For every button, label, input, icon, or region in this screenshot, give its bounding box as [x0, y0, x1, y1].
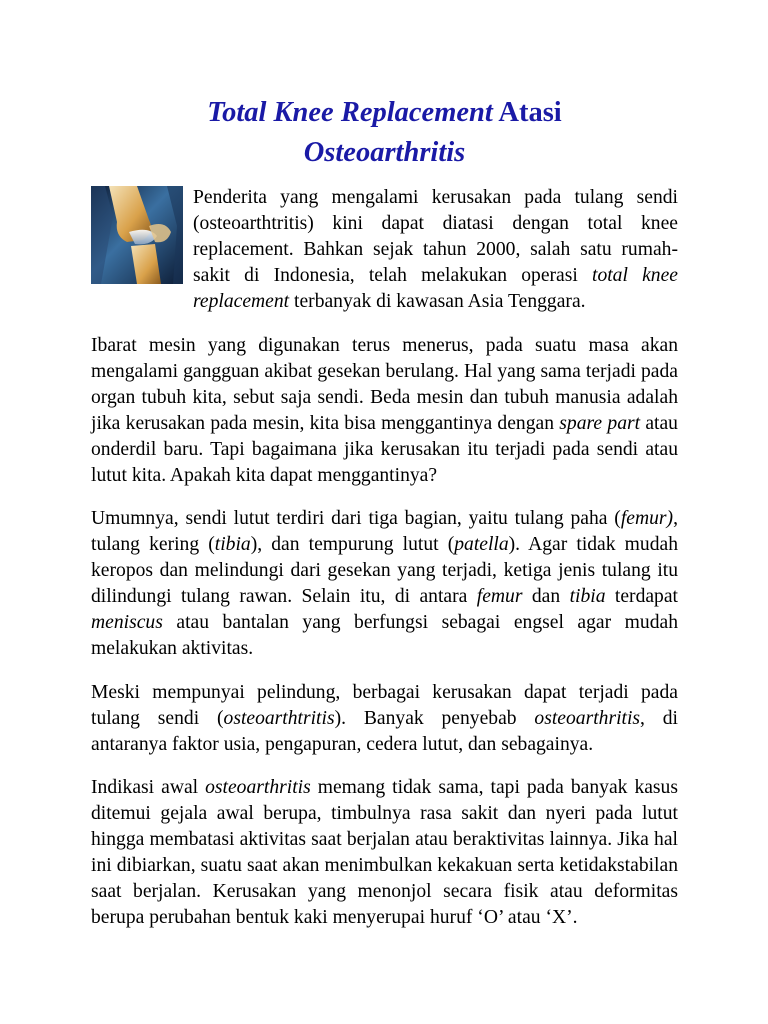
p4-italic-2: osteoarthritis	[534, 707, 641, 729]
p1-italic-1: total knee replacement	[193, 265, 678, 312]
p4-text-1: Meski mempunyai pelindung, berbagai kerusakan dapat terjadi pada tulang sendi (	[91, 681, 678, 729]
paragraph-3	[91, 506, 678, 662]
p2-text-1: Ibarat mesin yang digunakan terus menerus, pada suatu masa akan mengalami gangguan akibat gesekan berulang. Hal yang sama terjadi pada organ tubuh kita, sebut saja sendi. Beda mesin dan tubuh manusia adalah jika kerusakan pada mesin, kita bisa menggantinya dengan	[91, 334, 678, 434]
p3-italic-4: femur	[476, 586, 523, 607]
document-title	[91, 93, 678, 173]
p3-text-1: Umumnya, sendi lutut terdiri dari tiga bagian, yaitu tulang paha (	[91, 508, 621, 529]
paragraph-5	[91, 775, 678, 931]
p5-italic-1: osteoarthritis	[205, 777, 311, 798]
p5-text-2: memang tidak sama, tapi pada banyak kasus ditemui gejala awal berupa, timbulnya rasa sakit dan nyeri pada lutut hingga membatasi aktivitas saat berjalan atau beraktivitas lainnya. Jika hal ini dibiarkan, suatu saat akan menimbulkan kekakuan serta ketidakstabilan saat berjalan. Kerusakan yang menonjol secara fisik atau deformitas berupa perubahan bentuk kaki menyerupai huruf ‘O’ atau ‘X’.	[91, 777, 678, 928]
p3-text-4: ). Agar tidak mudah keropos dan melindungi dari gesekan yang terjadi, ketiga jenis tulang itu dilindungi tulang rawan. Selain itu, di antara	[91, 534, 678, 607]
p1-text-1: Penderita yang mengalami kerusakan pada tulang sendi (osteoarthtritis) kini dapat diatasi dengan total knee replacement. Bahkan sejak tahun 2000, salah satu rumah-sakit di Indonesia, telah melakukan operasi	[193, 187, 678, 286]
p3-text-2: , tulang kering (	[91, 508, 678, 555]
p1-text-2: terbanyak di kawasan Asia Tenggara.	[289, 291, 586, 312]
p5-text-1: Indikasi awal	[91, 777, 206, 798]
paragraph-2	[91, 333, 678, 489]
p3-italic-3: patella	[454, 534, 509, 555]
p3-text-7: atau bantalan yang berfungsi sebagai engsel agar mudah melakukan aktivitas.	[91, 612, 678, 659]
paragraph-1	[91, 185, 678, 315]
title-line1-rest: Atasi	[492, 97, 562, 128]
p3-italic-6: meniscus	[91, 612, 163, 633]
paragraph-4	[91, 680, 678, 758]
p2-text-2: atau onderdil baru. Tapi bagaimana jika kerusakan itu terjadi pada sendi atau lutut kita. Apakah kita dapat menggantinya?	[91, 412, 678, 486]
p3-text-3: ), dan tempurung lutut (	[250, 534, 455, 555]
title-line2: Osteoarthritis	[303, 137, 466, 168]
p3-text-6: terdapat	[605, 586, 678, 607]
document-page	[91, 93, 678, 949]
p4-text-2: ). Banyak penyebab	[334, 707, 535, 729]
p4-italic-1: osteoarthtritis	[223, 707, 335, 729]
title-italic-part: Total Knee Replacement	[207, 97, 493, 128]
p3-text-5: dan	[522, 586, 570, 607]
p3-italic-2: tibia	[214, 534, 251, 555]
p3-italic-5: tibia	[569, 586, 606, 607]
p2-italic-1: spare part	[559, 412, 641, 434]
p3-italic-1: femur)	[620, 508, 674, 529]
p4-text-3: , di antaranya faktor usia, pengapuran, cedera lutut, dan sebagainya.	[91, 707, 678, 755]
knee-xray-image	[91, 186, 183, 284]
